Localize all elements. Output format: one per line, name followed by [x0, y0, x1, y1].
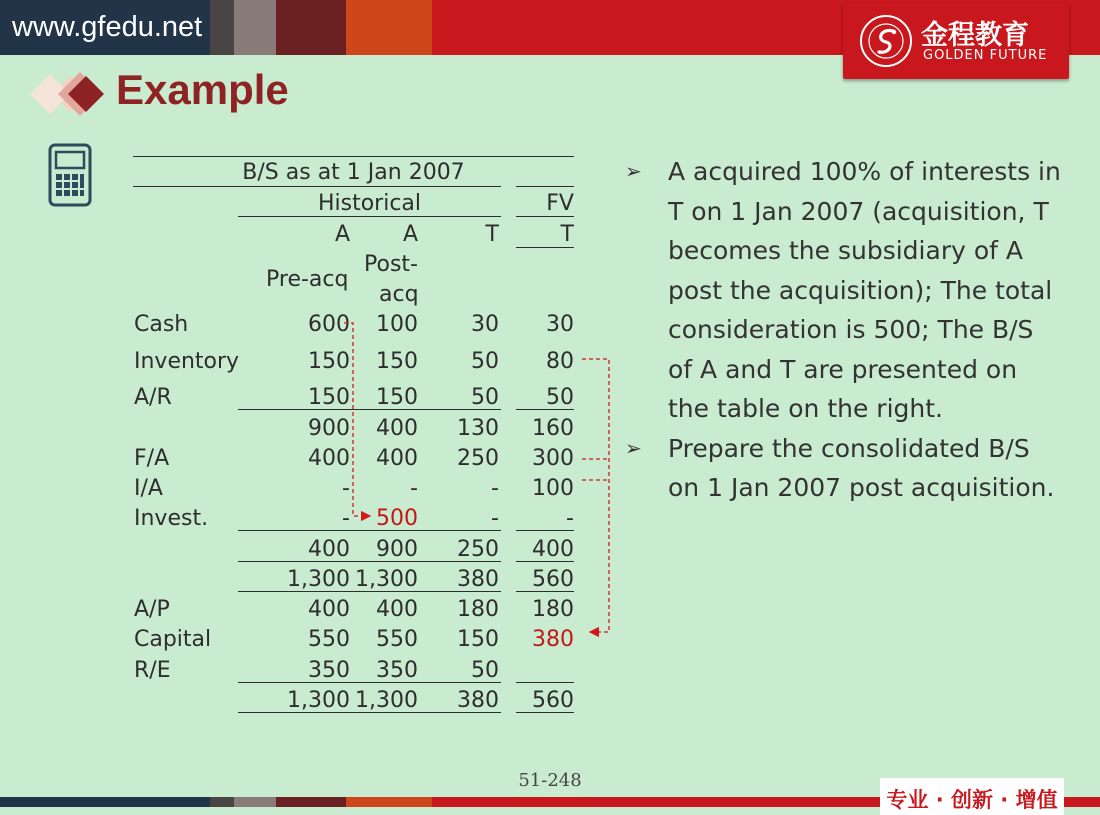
group-header-fv: FV	[546, 191, 574, 216]
slogan-text: 专业 · 创新 · 增值	[886, 788, 1058, 812]
row-label: F/A	[134, 446, 170, 471]
table-cell: 30	[471, 312, 499, 337]
table-cell: 400	[308, 446, 350, 471]
row-label: Invest.	[134, 506, 209, 531]
table-cell: 1,300	[287, 688, 350, 713]
table-cell: 100	[532, 476, 574, 501]
col-header-a-pre: A	[334, 222, 350, 247]
arrow-cash-to-invest	[344, 323, 370, 516]
table-cell: 350	[376, 658, 418, 683]
table-cell: 1,300	[355, 567, 418, 592]
bottom-segment-maroon	[276, 797, 346, 807]
table-cell: 180	[532, 597, 574, 622]
table-cell: 900	[376, 537, 418, 562]
col-header-t: T	[485, 222, 499, 247]
row-label: A/R	[134, 385, 172, 410]
arrow-fv-to-capital	[582, 359, 609, 632]
table-cell: 50	[471, 385, 499, 410]
table-cell: -	[491, 476, 499, 501]
col-header-fv-t: T	[560, 222, 574, 247]
table-cell: 50	[471, 658, 499, 683]
table-cell: 600	[308, 312, 350, 337]
page-number: 51-248	[518, 770, 582, 791]
col-header-a-post: A	[402, 222, 418, 247]
table-cell: 150	[308, 385, 350, 410]
table-cell: 1,300	[287, 567, 350, 592]
bullet-text: Prepare the consolidated B/S on 1 Jan 2007 post acquisition.	[668, 433, 1055, 502]
slogan-box	[880, 778, 1064, 815]
table-cell: 100	[376, 312, 418, 337]
table-cell: 380	[532, 627, 574, 652]
table-cell: 400	[308, 597, 350, 622]
table-cell: 300	[532, 446, 574, 471]
row-label: Capital	[134, 627, 212, 652]
problem-description	[625, 152, 1065, 508]
table-cell: 550	[308, 627, 350, 652]
bottom-segment-orange	[346, 797, 432, 807]
subheader-pre-acq: Pre-acq	[266, 267, 349, 292]
table-cell: 1,300	[355, 688, 418, 713]
table-cell: 400	[376, 416, 418, 441]
table-cell: 400	[532, 537, 574, 562]
slide-title: Example	[116, 66, 289, 113]
table-cell: 80	[546, 349, 574, 374]
table-cell: 250	[457, 537, 499, 562]
subheader-post-acq-line1: Post-	[364, 252, 418, 277]
table-cell: 550	[376, 627, 418, 652]
table-cell: 560	[532, 567, 574, 592]
table-cell: 350	[308, 658, 350, 683]
bullet-arrow-icon: ➢	[625, 435, 642, 460]
table-cell: -	[566, 506, 574, 531]
bullet-text: A acquired 100% of interests in T on 1 Jan 2007 (acquisition, T becomes the subsidiary of A post the acquisition); The total consideration is 500; The B/S of A and T are presented on the table on the right.	[668, 157, 1061, 423]
table-cell: 30	[546, 312, 574, 337]
table-cell: 560	[532, 688, 574, 713]
bottom-segment-navy	[0, 797, 210, 807]
bullet-item	[625, 429, 1065, 508]
row-label: R/E	[134, 658, 171, 683]
subheader-post-acq-line2: acq	[379, 282, 419, 307]
table-cell: 500	[376, 506, 418, 531]
table-cell: 50	[471, 349, 499, 374]
table-cell: 150	[376, 349, 418, 374]
table-cell: 150	[308, 349, 350, 374]
site-url[interactable]: www.gfedu.net	[12, 11, 203, 43]
logo-english-name: GOLDEN FUTURE	[923, 48, 1048, 63]
table-cell: 380	[457, 688, 499, 713]
table-cell: 380	[457, 567, 499, 592]
bottom-segment-dark	[210, 797, 234, 807]
table-cell: 250	[457, 446, 499, 471]
table-cell: 160	[532, 416, 574, 441]
logo-chinese-name: 金程教育	[921, 20, 1029, 51]
table-cell: 400	[376, 597, 418, 622]
bottom-segment-gray	[234, 797, 276, 807]
table-cell: 900	[308, 416, 350, 441]
table-caption: B/S as at 1 Jan 2007	[242, 160, 465, 185]
table-cell: -	[342, 476, 350, 501]
table-cell: 130	[457, 416, 499, 441]
table-cell: 180	[457, 597, 499, 622]
table-cell: 50	[546, 385, 574, 410]
group-header-historical: Historical	[317, 191, 422, 216]
table-cell: -	[491, 506, 499, 531]
table-cell: 400	[308, 537, 350, 562]
table-cell: 400	[376, 446, 418, 471]
table-cell: -	[410, 476, 418, 501]
row-label: Cash	[134, 312, 189, 337]
row-label: A/P	[134, 597, 170, 622]
bullet-item	[625, 152, 1065, 429]
table-cell: 150	[376, 385, 418, 410]
row-label: I/A	[134, 476, 163, 501]
bullet-arrow-icon: ➢	[625, 159, 642, 183]
table-cell: 150	[457, 627, 499, 652]
table-cell: -	[342, 506, 350, 531]
row-label: Inventory	[134, 349, 240, 374]
